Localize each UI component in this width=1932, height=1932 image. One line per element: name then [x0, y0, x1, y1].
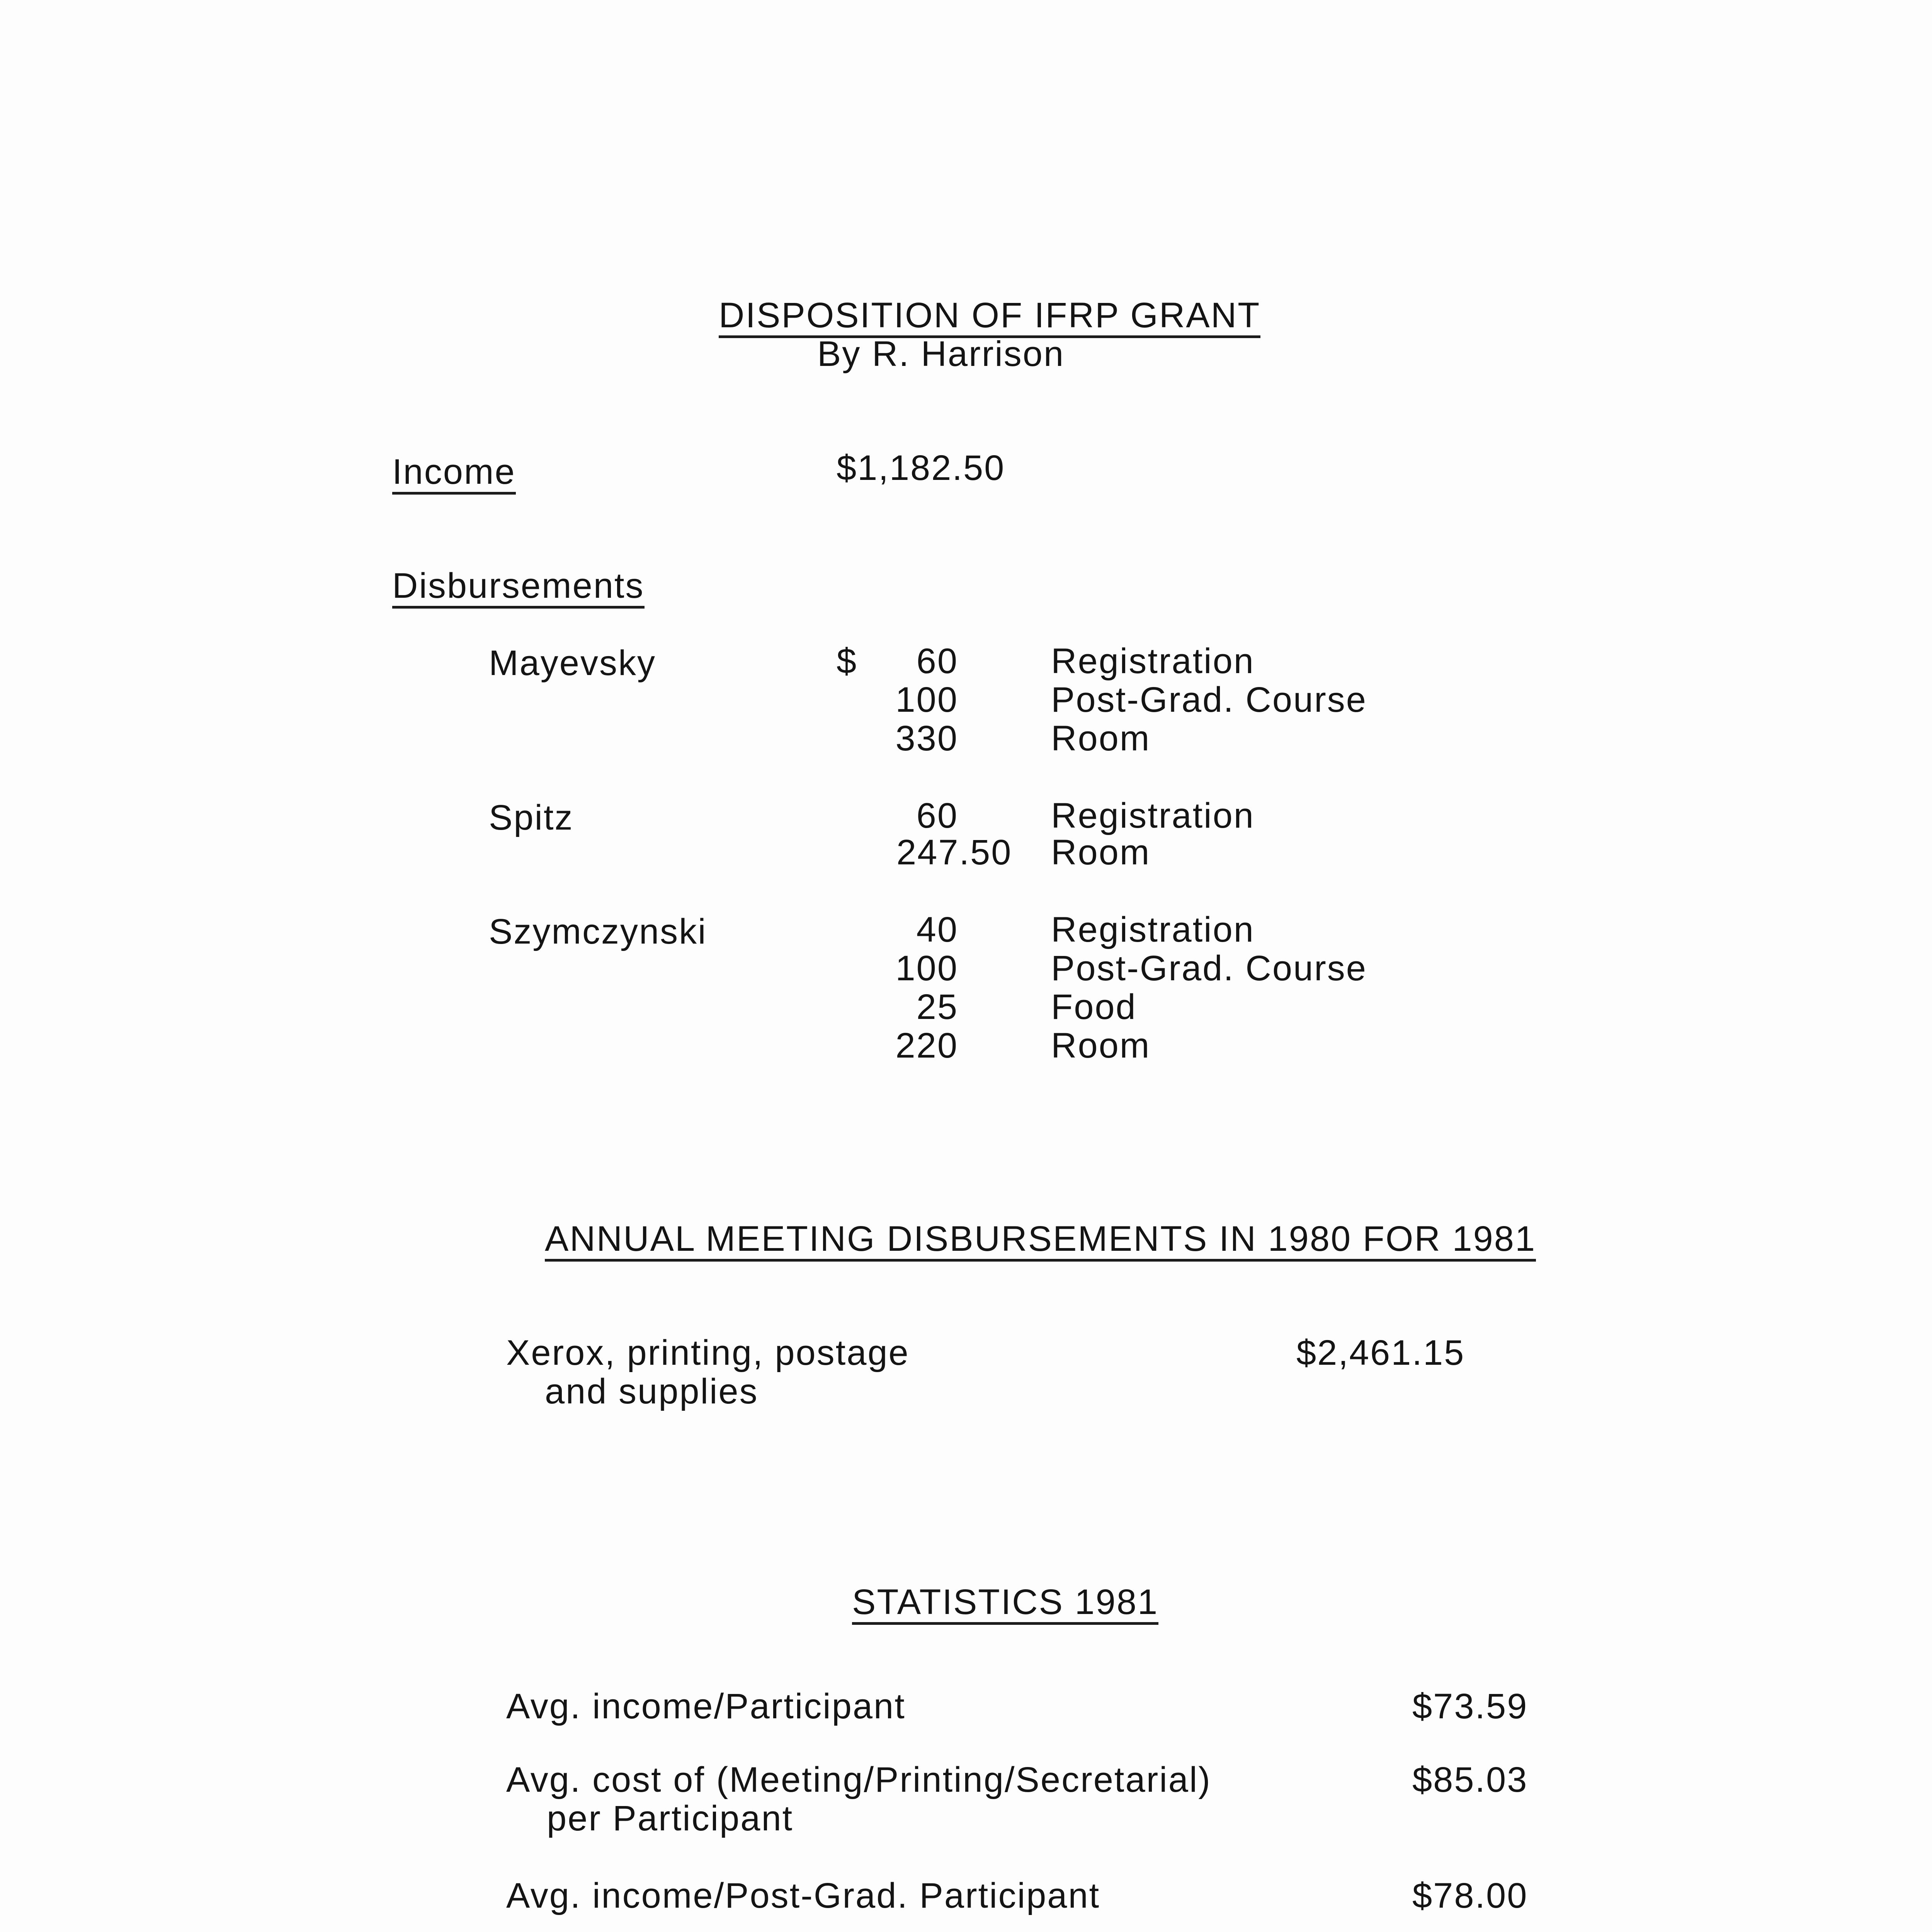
- disbursement-amount: 25: [916, 987, 958, 1027]
- stat-value: $73.59: [1412, 1687, 1528, 1726]
- stat-value: $85.03: [1412, 1760, 1528, 1799]
- disbursement-description: Room: [1051, 833, 1151, 872]
- disbursement-amount: 40: [916, 910, 958, 949]
- disbursement-description: Room: [1051, 719, 1151, 758]
- currency-symbol: $: [837, 641, 858, 681]
- stat-value: $78.00: [1412, 1876, 1528, 1915]
- disbursement-description: Registration: [1051, 796, 1255, 835]
- disbursements-heading: Disbursements: [392, 568, 645, 609]
- stat-label: Avg. income/Post-Grad. Participant: [506, 1876, 1100, 1915]
- disbursement-description: Post-Grad. Course: [1051, 680, 1367, 719]
- annual-heading: ANNUAL MEETING DISBURSEMENTS IN 1980 FOR 1981: [545, 1221, 1536, 1262]
- person-name: Mayevsky: [489, 643, 656, 683]
- stat-label: Avg. income/Participant: [506, 1687, 906, 1726]
- disbursement-amount: 60: [916, 796, 958, 835]
- disbursement-amount: 330: [895, 719, 958, 758]
- person-name: Szymczynski: [489, 912, 707, 951]
- disbursement-amount: 100: [895, 949, 958, 988]
- disbursement-description: Room: [1051, 1026, 1151, 1065]
- disbursement-description: Food: [1051, 987, 1137, 1027]
- disbursement-amount: 247.50: [896, 833, 1012, 872]
- stat-label-continued: per Participant: [547, 1799, 794, 1838]
- disbursement-amount: 60: [916, 641, 958, 681]
- annual-amount: $2,461.15: [1296, 1333, 1465, 1372]
- disbursement-description: Registration: [1051, 641, 1255, 681]
- disbursement-description: Post-Grad. Course: [1051, 949, 1367, 988]
- income-amount: $1,182.50: [837, 448, 1005, 488]
- statistics-heading: STATISTICS 1981: [852, 1584, 1158, 1625]
- stat-label: Avg. cost of (Meeting/Printing/Secretarial): [506, 1760, 1211, 1799]
- annual-line-1: Xerox, printing, postage: [506, 1333, 910, 1372]
- disbursement-description: Registration: [1051, 910, 1255, 949]
- income-label: Income: [392, 454, 516, 495]
- document-author: By R. Harrison: [817, 334, 1065, 374]
- disbursement-amount: 100: [895, 680, 958, 719]
- document-title: DISPOSITION OF IFRP GRANT: [719, 298, 1260, 338]
- person-name: Spitz: [489, 798, 574, 837]
- disbursement-amount: 220: [895, 1026, 958, 1065]
- annual-line-2: and supplies: [545, 1372, 759, 1411]
